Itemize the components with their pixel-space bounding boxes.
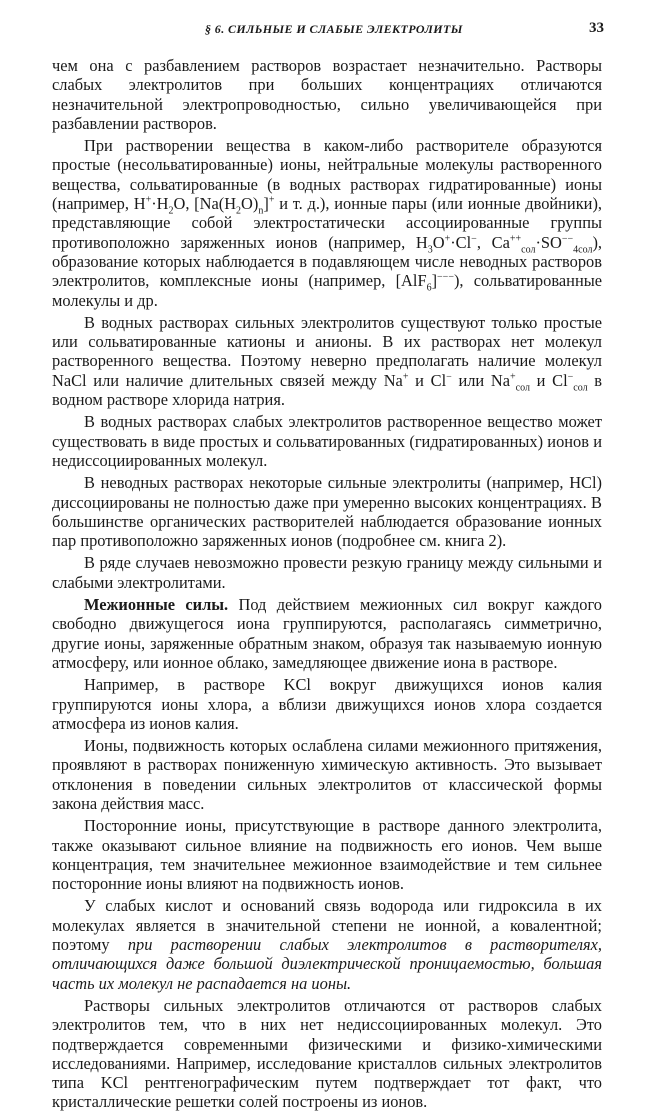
text-run: В ряде случаев невозможно провести резкую границу между сильными и слабыми электролитами. — [52, 553, 602, 592]
paragraph — [52, 896, 602, 992]
subscript: 2 — [168, 205, 174, 217]
text-run: в водном растворе хлорида натрия. — [52, 370, 603, 410]
superscript: − — [567, 371, 574, 383]
text-run: O) — [241, 194, 259, 214]
subscript: сол — [521, 243, 536, 255]
text-run: В водных растворах сильных электролитов существуют только простые или сольватированные катионы и анионы. В их растворах нет молекул растворенного вещества. Поэтому неверно предполагать наличие молекул NaCl или наличие длительных связей между Na — [52, 312, 602, 390]
subscript: 4сол — [573, 243, 593, 255]
superscript: − — [471, 233, 477, 245]
superscript: + — [145, 194, 152, 206]
paragraph — [52, 996, 602, 1112]
text-run: Ионы, подвижность которых ослаблена силами межионного притяжения, проявляют в растворах пониженную химическую активность. Это вызывает отклонения в поведении сильных электролитов от классической формы закона действия масс. — [52, 736, 602, 813]
text-run: У слабых кислот и оснований связь водорода или гидроксила в их молекулах является в значительной степени не ионной, а ковалентной; поэтому — [52, 896, 602, 955]
text-run: В водных растворах слабых электролитов растворенное вещество может существовать в виде простых и сольватированных (гидратированных) ионов и недиссоциированных молекул. — [52, 412, 602, 470]
text-run: , Ca — [476, 232, 510, 252]
superscript: + — [510, 371, 516, 383]
superscript: ++ — [509, 233, 522, 245]
text-run: ), образование которых наблюдается в подавляющем числе неводных растворов электролитов, комплексные ионы (например, [AlF — [52, 232, 602, 291]
text-run: Посторонние ионы, присутствующие в растворе данного электролита, также оказывают сильное влияние на подвижность его ионов. Чем выше концентрация, тем значительнее межионное взаимодействие и тем сильнее посторонние ионы влияют на подвижность ионов. — [52, 816, 602, 894]
text-run: ] — [263, 194, 269, 214]
paragraph — [52, 412, 602, 470]
superscript: + — [268, 194, 275, 206]
text-run: ), сольватированные молекулы и др. — [52, 271, 603, 310]
text-run: В неводных растворах некоторые сильные электролиты (например, HCl) диссоциированы не полностью даже при умеренно высоких концентрациях. В большинстве органических растворителей наблюдается образование ионных пар противоположно заряженных ионов (подробнее см. книга 2). — [52, 473, 602, 551]
paragraph — [52, 675, 602, 733]
paragraph — [52, 56, 602, 133]
text-run: Растворы сильных электролитов отличаются от растворов слабых электролитов тем, что в них нет недиссоциированных молекул. Это подтверждается современными физическими и физико-химическими исследованиями. Например, исследование кристаллов сильных электролитов типа KCl рентгенографическим путем подтверждает тот факт, что кристаллические решетки солей построены из ионов. — [52, 995, 602, 1112]
subscript: n — [258, 205, 264, 217]
text-run: и т. д.), ионные пары (или ионные двойники), представляющие собой электростатически ассоциированные группы противоположно заряженных ионов (например, H — [52, 194, 602, 252]
text-run: и Cl — [408, 370, 447, 390]
text-run: или Na — [451, 370, 511, 390]
text-run: O, [Na(H — [173, 194, 237, 214]
subscript: сол — [515, 382, 530, 394]
text-run: ] — [431, 271, 438, 291]
text-run: При растворении вещества в каком-либо растворителе образуются простые (несольватированные) ионы, нейтральные молекулы растворенного вещества, сольватированные (в водных растворах гидратированные) ионы (например, H — [52, 136, 602, 214]
paragraph — [52, 553, 602, 592]
text-run: Под действием межионных сил вокруг каждого свободно движущегося иона группируются, располагаясь симметрично, другие ионы, заряженные обратным знаком, образуя так называемую ионную атмосферу, или ионное облако, замедляющее движение иона в растворе. — [52, 595, 602, 672]
paragraph — [52, 136, 602, 310]
text-run: ·Cl — [450, 232, 472, 252]
superscript: −− — [561, 233, 574, 245]
superscript: + — [444, 233, 451, 245]
text-run: ·H — [151, 194, 169, 214]
running-title: § 6. СИЛЬНЫЕ И СЛАБЫЕ ЭЛЕКТРОЛИТЫ — [205, 22, 463, 36]
subscript: 3 — [427, 243, 433, 255]
text-run: ·SO — [535, 232, 562, 252]
page-number: 33 — [589, 20, 604, 36]
paragraph — [52, 313, 602, 409]
section-lead: Межионные силы. — [84, 595, 229, 615]
text-run: O — [432, 232, 445, 252]
text-run: и Cl — [529, 370, 568, 390]
page-header — [0, 22, 648, 42]
text-run: чем она с разбавлением растворов возрастает незначительно. Растворы слабых электролитов при больших концентрациях отличаются незначительной электропроводностью, сильно увеличивающейся при разбавлении растворов. — [52, 56, 602, 133]
subscript: 2 — [236, 205, 242, 217]
paragraph — [52, 595, 602, 672]
paragraph — [52, 473, 602, 550]
emphasis-text: при растворении слабых электролитов в растворителях, отличающихся даже большой диэлектрической проницаемостью, большая часть их молекул не распадается на ионы. — [52, 935, 602, 993]
superscript: −−− — [437, 271, 454, 283]
subscript: 6 — [426, 282, 432, 294]
paragraph — [52, 816, 602, 893]
superscript: + — [402, 371, 409, 383]
superscript: − — [446, 371, 452, 383]
body-text — [52, 56, 602, 1115]
text-run: Например, в растворе KCl вокруг движущихся ионов калия группируются ионы хлора, а вблизи движущихся ионов хлора создается атмосфера из ионов калия. — [52, 675, 602, 733]
paragraph — [52, 736, 602, 813]
subscript: сол — [573, 382, 588, 394]
